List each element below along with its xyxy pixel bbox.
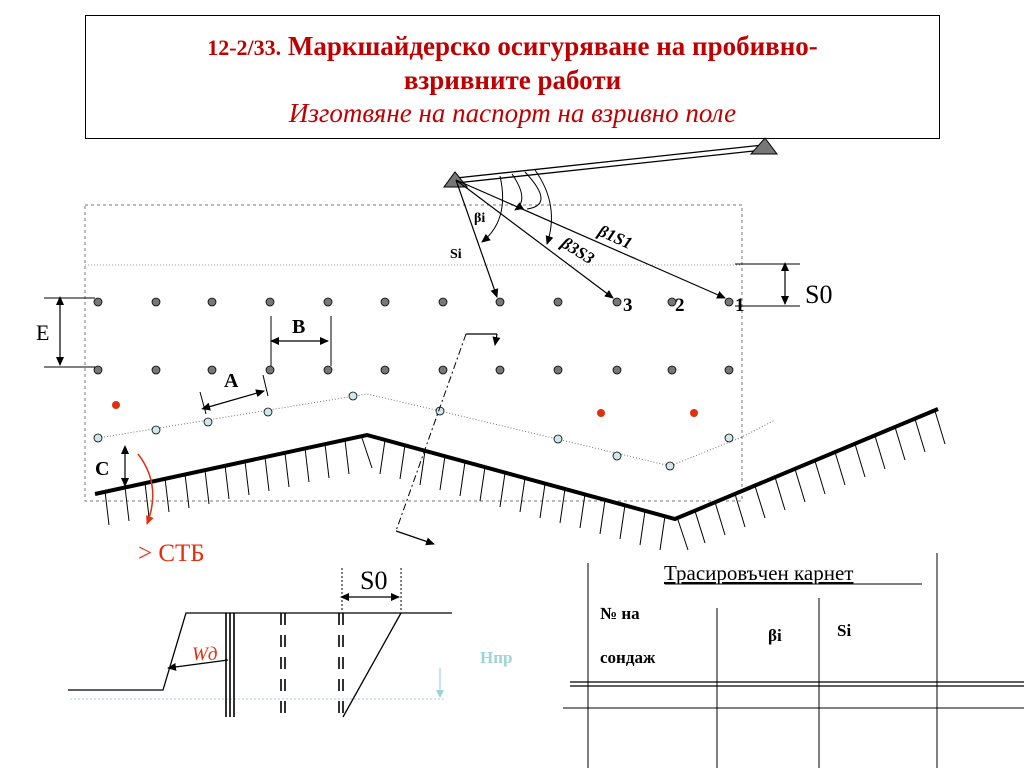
- hachure: [755, 486, 765, 518]
- label-s0-section: [360, 566, 387, 595]
- hachure: [520, 478, 525, 512]
- station-triangle: [444, 172, 467, 187]
- hole: [324, 366, 332, 374]
- col-beta: βi: [768, 626, 782, 645]
- hole: [613, 366, 621, 374]
- hachure: [185, 474, 189, 508]
- contour-hole: [349, 392, 357, 400]
- hole: [94, 366, 102, 374]
- red-dot: [112, 401, 120, 409]
- hachure: [715, 502, 725, 535]
- hole: [152, 298, 160, 306]
- hpr-arrowhead: [436, 690, 444, 698]
- hachure: [125, 487, 129, 521]
- hachure: [935, 411, 945, 444]
- contour-holes: [94, 392, 733, 470]
- hachure: [400, 445, 405, 479]
- hachure: [855, 444, 865, 477]
- label-s0-section-text: S0: [360, 566, 388, 595]
- hole: [554, 366, 562, 374]
- hole: [208, 298, 216, 306]
- hole-number-2: 2: [675, 295, 685, 316]
- hachure: [440, 456, 445, 490]
- blast-field-outline: [85, 205, 742, 501]
- hole-number-1: 1: [735, 295, 745, 316]
- contour-hole: [94, 434, 102, 442]
- base-line-b: [456, 150, 763, 183]
- a-ext-right: [263, 375, 268, 396]
- table-title: Трасировъчен карнет: [664, 561, 854, 585]
- hachure: [735, 494, 745, 527]
- title-line-1: Маркшайдерско осигуряване на пробивно-: [287, 31, 818, 61]
- contour-hole: [554, 435, 562, 443]
- label-si: Si: [450, 247, 462, 262]
- slide-code: 12-2/33.: [207, 35, 282, 60]
- col-hole-number-line2: сондаж: [600, 648, 656, 667]
- hachure: [105, 491, 109, 525]
- bench-crest: [95, 409, 938, 519]
- hole: [554, 298, 562, 306]
- hachure: [560, 489, 565, 523]
- label-ctb: > CТБ: [138, 540, 205, 567]
- hachure: [678, 520, 688, 550]
- label-b: B: [292, 316, 306, 338]
- ray-si: [456, 180, 497, 297]
- hole-number-3: 3: [623, 295, 633, 316]
- hachure: [245, 461, 249, 495]
- hole: [266, 366, 274, 374]
- hole: [208, 366, 216, 374]
- hachure: [775, 477, 785, 510]
- red-dot: [690, 409, 698, 417]
- section-line: [396, 334, 466, 531]
- label-b1s1: β1S1: [595, 221, 636, 253]
- hachure: [795, 469, 805, 502]
- contour-hole: [613, 452, 621, 460]
- hachure: [345, 440, 349, 474]
- hachure: [205, 470, 209, 504]
- label-a: A: [224, 370, 239, 392]
- hole: [94, 298, 102, 306]
- col-hole-number-line1: № на: [600, 604, 640, 623]
- hachure: [915, 419, 925, 452]
- hole: [439, 366, 447, 374]
- hole-3: [613, 298, 621, 306]
- red-dot: [597, 409, 605, 417]
- hachure: [145, 483, 149, 517]
- hachure: [265, 457, 269, 491]
- hachure: [325, 444, 329, 478]
- section-arrow-top: [495, 334, 497, 345]
- crest-hachures: [105, 411, 945, 550]
- hachure: [285, 453, 289, 487]
- label-e: E: [36, 320, 50, 345]
- slide-subtitle: Изготвяне на паспорт на взривно поле: [288, 98, 737, 128]
- bench-face: [343, 613, 401, 717]
- hachure: [460, 462, 465, 496]
- hachure: [815, 461, 825, 494]
- hachure: [380, 440, 385, 474]
- hachure: [480, 467, 485, 501]
- contour-hole: [725, 434, 733, 442]
- a-dimension: [205, 391, 264, 408]
- hachure: [875, 436, 885, 469]
- hachure: [660, 516, 665, 550]
- hachure: [305, 448, 309, 482]
- contour-hole: [204, 418, 212, 426]
- contour-hole: [666, 462, 674, 470]
- label-c: C: [95, 458, 110, 480]
- hole: [152, 366, 160, 374]
- hachure: [580, 494, 585, 528]
- hole: [668, 366, 676, 374]
- contour-hole: [264, 408, 272, 416]
- hole: [381, 298, 389, 306]
- section-arrow-bottom: [396, 531, 434, 544]
- label-hpr: Нпр: [480, 648, 513, 667]
- ray-1: [456, 180, 725, 298]
- hachure: [895, 427, 905, 460]
- angle-arc-b3: [535, 170, 551, 244]
- a-ext-left: [200, 392, 206, 414]
- hachure: [640, 511, 645, 545]
- hachure: [835, 452, 845, 485]
- label-s0-text: S0: [805, 280, 833, 309]
- hachure: [500, 473, 505, 507]
- hole: [725, 366, 733, 374]
- label-bi: βi: [474, 211, 486, 226]
- hole: [266, 298, 274, 306]
- hachure: [695, 511, 705, 543]
- contour-hole: [152, 426, 160, 434]
- hole: [324, 298, 332, 306]
- label-wd: Wд: [192, 644, 218, 665]
- base-line-a: [456, 145, 763, 178]
- angle-arc-bi: [482, 176, 503, 242]
- hachure: [600, 500, 605, 534]
- hachure: [362, 438, 372, 468]
- title-line-2: взривните работи: [403, 65, 622, 95]
- hachure: [225, 465, 229, 499]
- hachure: [620, 505, 625, 539]
- hole-1: [725, 298, 733, 306]
- angle-arc-b1: [525, 172, 541, 209]
- col-distance: Si: [837, 621, 852, 640]
- hole-row-2: [94, 366, 733, 374]
- label-b3s3: β3S3: [557, 233, 598, 269]
- label-s0: [805, 280, 832, 309]
- hachure: [165, 478, 169, 512]
- hole-row-1: [94, 298, 733, 306]
- hachure: [420, 451, 425, 485]
- hole: [439, 298, 447, 306]
- hole: [496, 366, 504, 374]
- hole: [496, 298, 504, 306]
- section-holes: [226, 613, 343, 717]
- hole: [381, 366, 389, 374]
